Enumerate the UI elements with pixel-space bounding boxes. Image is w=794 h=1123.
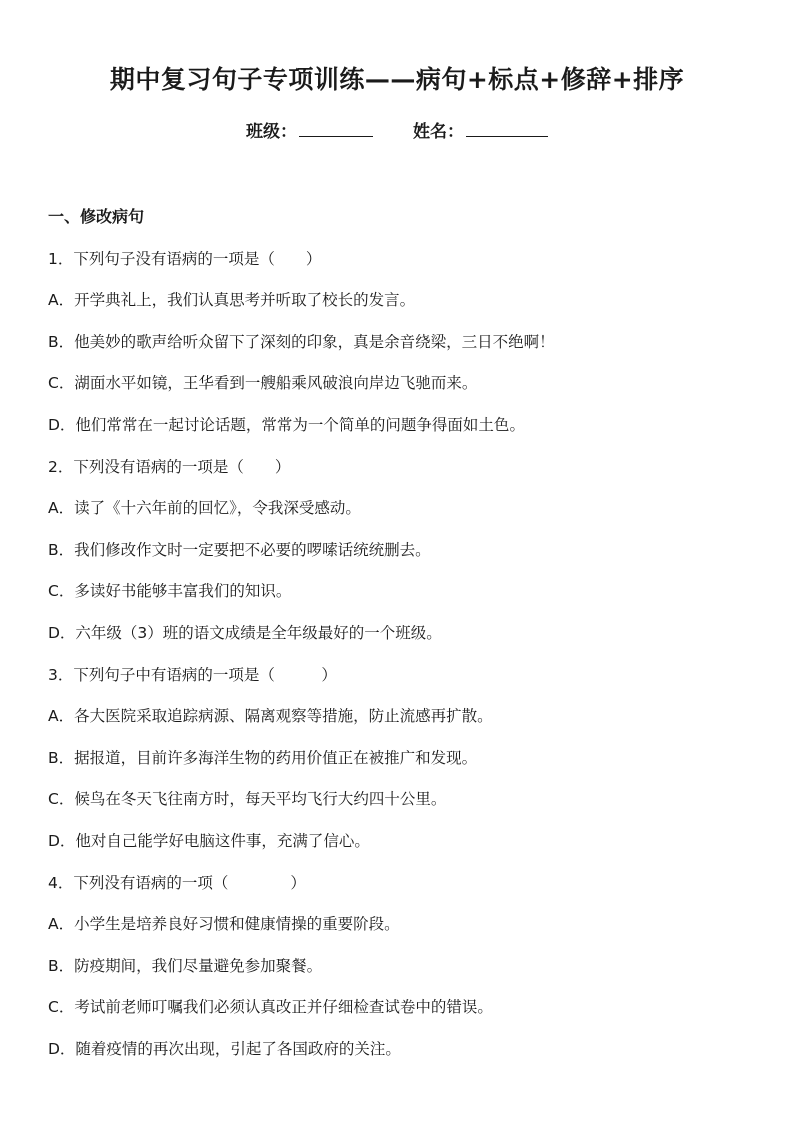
- question-2: [48, 453, 748, 647]
- question-3: [48, 661, 748, 855]
- class-field: [246, 118, 373, 146]
- name-field: [413, 118, 548, 146]
- student-info: [0, 118, 794, 146]
- option-c: C．候鸟在冬天飞往南方时，每天平均飞行大约四十公里。: [48, 790, 447, 809]
- option-d: D．他们常常在一起讨论话题，常常为一个简单的问题争得面如土色。: [48, 415, 525, 434]
- option-a: A．各大医院采取追踪病源、隔离观察等措施，防止流感再扩散。: [48, 707, 493, 726]
- question-stem: 4．下列没有语病的一项（ ）: [48, 873, 306, 892]
- option-a: A．小学生是培养良好习惯和健康情操的重要阶段。: [48, 915, 400, 934]
- page-title: 期中复习句子专项训练——病句+标点+修辞+排序: [109, 65, 685, 94]
- question-stem: 1．下列句子没有语病的一项是（ ）: [48, 249, 322, 268]
- option-c: C．湖面水平如镜，王华看到一艘船乘风破浪向岸边飞驰而来。: [48, 374, 478, 393]
- option-d: D．他对自己能学好电脑这件事，充满了信心。: [48, 831, 370, 850]
- question-stem: 2．下列没有语病的一项是（ ）: [48, 457, 291, 476]
- option-d: D．随着疫情的再次出现，引起了各国政府的关注。: [48, 1039, 401, 1058]
- option-b: B．他美妙的歌声给听众留下了深刻的印象，真是余音绕梁，三日不绝啊！: [48, 332, 555, 351]
- option-b: B．据报道，目前许多海洋生物的药用价值正在被推广和发现。: [48, 748, 478, 767]
- option-b: B．防疫期间，我们尽量避免参加聚餐。: [48, 956, 323, 975]
- option-d: D．六年级（3）班的语文成绩是全年级最好的一个班级。: [48, 623, 442, 642]
- question-section: [48, 203, 748, 1076]
- section-heading: 一、修改病句: [48, 207, 145, 226]
- option-c: C．考试前老师叮嘱我们必须认真改正并仔细检查试卷中的错误。: [48, 998, 493, 1017]
- option-c: C．多读好书能够丰富我们的知识。: [48, 582, 292, 601]
- option-a: A．读了《十六年前的回忆》，令我深受感动。: [48, 499, 361, 518]
- name-label: 姓名：: [412, 122, 464, 142]
- name-blank[interactable]: [466, 119, 548, 137]
- question-4: [48, 869, 748, 1063]
- question-stem: 3．下列句子中有语病的一项是（ ）: [48, 665, 337, 684]
- question-1: [48, 245, 748, 439]
- class-blank[interactable]: [299, 119, 373, 137]
- option-a: A．开学典礼上，我们认真思考并听取了校长的发言。: [48, 291, 416, 310]
- class-label: 班级：: [246, 122, 298, 142]
- option-b: B．我们修改作文时一定要把不必要的啰嗦话统统删去。: [48, 540, 431, 559]
